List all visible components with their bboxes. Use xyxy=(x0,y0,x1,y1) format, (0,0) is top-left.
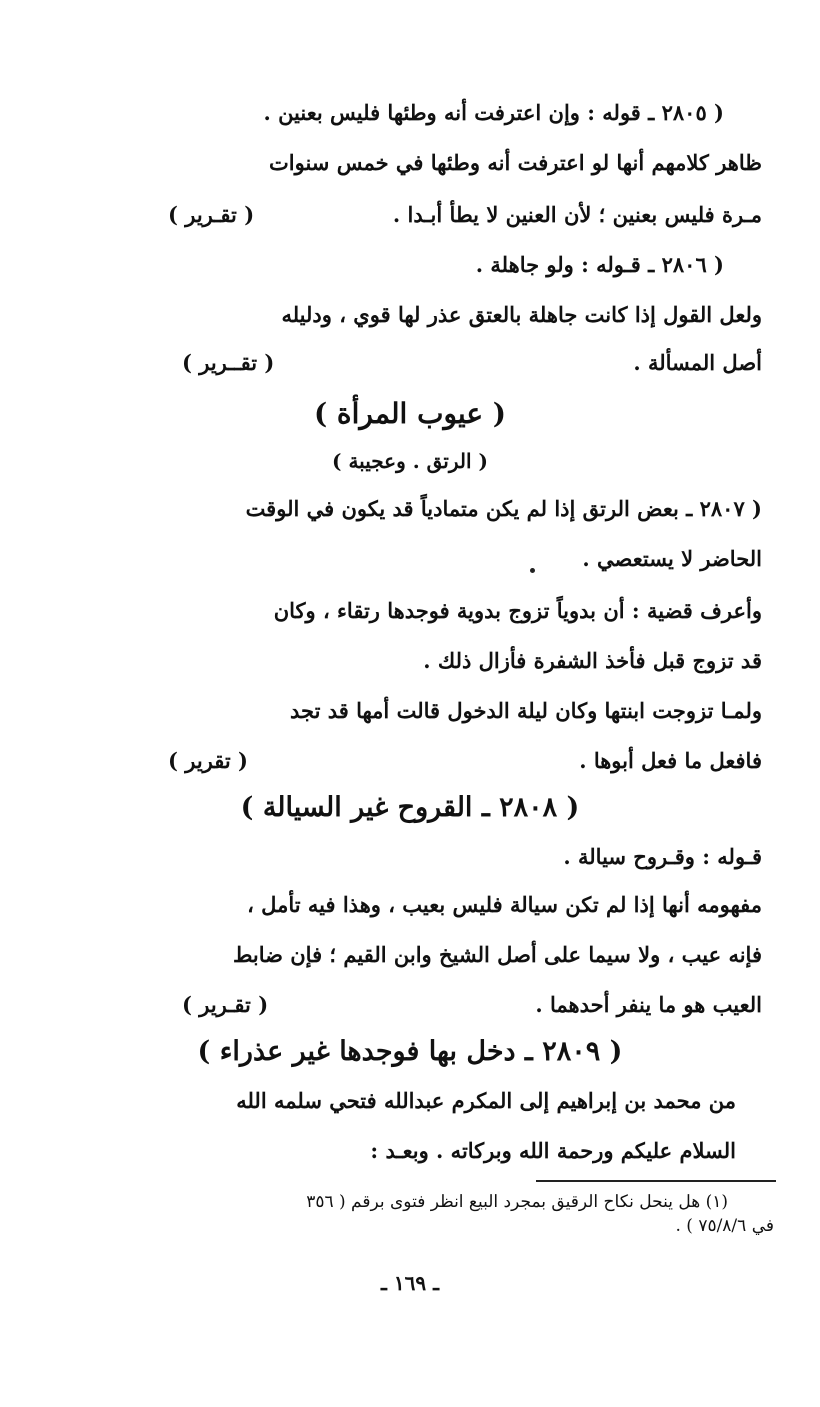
text-line: ( ٢٨٠٧ ـ بعض الرتق إذا لم يكن متمادياً قد يكون في الوقت xyxy=(245,496,762,521)
text-line: وأعرف قضية : أن بدوياً تزوج بدوية فوجدها رتقاء ، وكان xyxy=(273,598,762,623)
section-subtitle: ( الرتق . وعجيبة ) xyxy=(332,449,488,473)
text-line: العيب هو ما ينفر أحدهما . xyxy=(535,992,762,1017)
text-line: فافعل ما فعل أبوها . xyxy=(579,748,762,773)
text-line: قـوله : وقـروح سيالة . xyxy=(563,844,762,869)
text-line: قد تزوج قبل فأخذ الشفرة فأزال ذلك . xyxy=(423,648,762,673)
text-line: الحاضر لا يستعصي . xyxy=(582,546,762,571)
text-line: مفهومه أنها إذا لم تكن سيالة فليس بعيب ، وهذا فيه تأمل ، xyxy=(247,892,762,917)
source-note: ( تقرير ) xyxy=(168,748,248,773)
section-title: ( عيوب المرأة ) xyxy=(313,397,507,430)
ink-dot xyxy=(530,568,535,573)
footnote-rule xyxy=(536,1180,776,1182)
footnote-line: (١) هل ينحل نكاح الرقيق بمجرد البيع انظر فتوى برقم ( ٣٥٦ xyxy=(306,1192,728,1212)
section-heading: ( ٢٨٠٨ ـ القروح غير السيالة ) xyxy=(240,792,580,823)
source-note: ( تقــرير ) xyxy=(182,350,275,375)
section-heading: ( ٢٨٠٩ ـ دخل بها فوجدها غير عذراء ) xyxy=(197,1036,623,1067)
text-line: ( ٢٨٠٥ ـ قوله : وإن اعترفت أنه وطئها فليس بعنين . xyxy=(263,100,724,125)
text-line: ( ٢٨٠٦ ـ قـوله : ولو جاهلة . xyxy=(475,252,724,277)
page-number: ـ ١٦٩ ـ xyxy=(381,1271,439,1295)
footnote-line: في ٧٥/٨/٦ ) . xyxy=(675,1216,774,1236)
text-line: فإنه عيب ، ولا سيما على أصل الشيخ وابن القيم ؛ فإن ضابط xyxy=(232,942,762,967)
text-line: مـرة فليس بعنين ؛ لأن العنين لا يطأ أبـدا . xyxy=(392,202,762,227)
source-note: ( تقـرير ) xyxy=(182,992,269,1017)
source-note: ( تقـرير ) xyxy=(168,202,255,227)
text-line: ولعل القول إذا كانت جاهلة بالعتق عذر لها قوي ، ودليله xyxy=(281,302,762,327)
text-line: أصل المسألة . xyxy=(633,350,762,375)
text-line: السلام عليكم ورحمة الله وبركاته . وبعـد : xyxy=(370,1138,736,1163)
text-line: ولمـا تزوجت ابنتها وكان ليلة الدخول قالت أمها قد تجد xyxy=(290,698,762,723)
text-line: من محمد بن إبراهيم إلى المكرم عبدالله فتحي سلمه الله xyxy=(236,1088,736,1113)
text-line: ظاهر كلامهم أنها لو اعترفت أنه وطئها في خمس سنوات xyxy=(269,150,762,175)
